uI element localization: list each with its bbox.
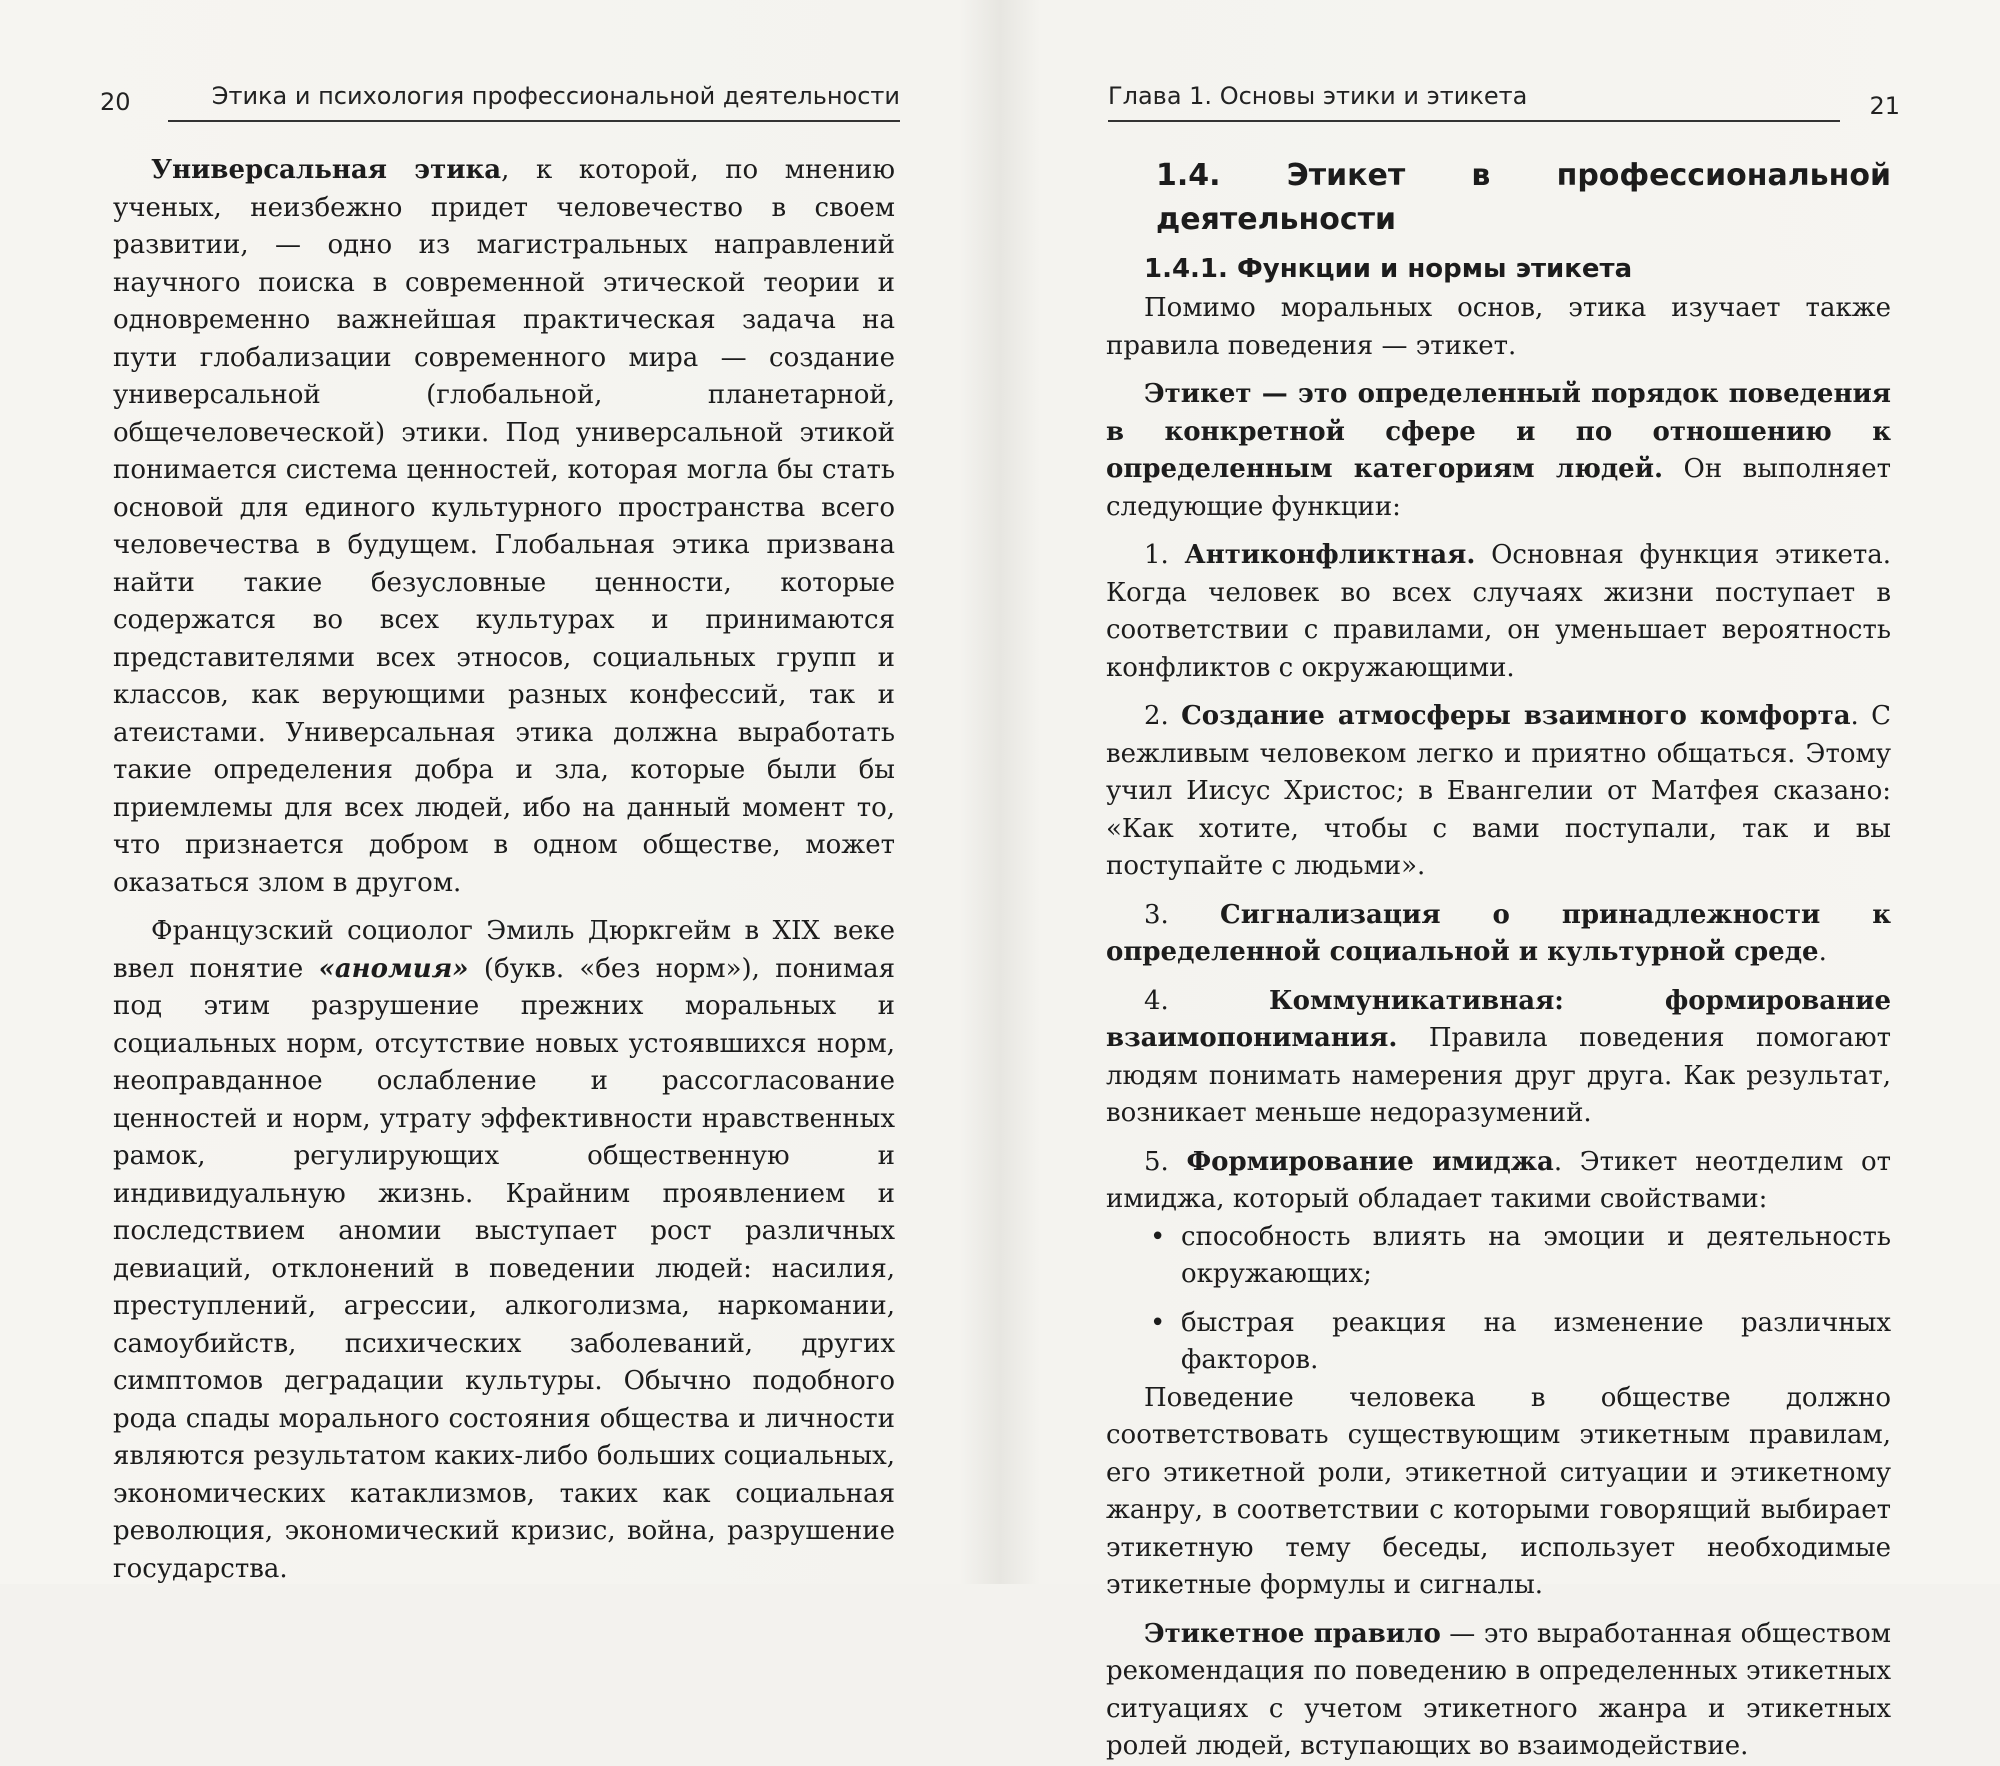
running-head: Глава 1. Основы этики и этикета: [1108, 82, 1528, 110]
right-page-body: [1106, 152, 1891, 1766]
left-page: [0, 0, 1000, 1584]
bullet-icon: •: [1150, 1221, 1166, 1252]
function-item-1: 1. Антиконфликтная. Основная функция этикета. Когда человек во всех случаях жизни поступает в соответствии с правилами, он уменьшает вероятность конфликтов с окружающими.: [1106, 540, 1891, 683]
header-rule: [1108, 120, 1840, 122]
bullet-icon: •: [1150, 1307, 1166, 1338]
paragraph-behavior: Поведение человека в обществе должно соответствовать существующим этикетным правилам, его этикетной роли, этикетной ситуации и этикетному жанру, в соответствии с которыми говорящий выбирает этикетную тему беседы, использует необходимые этикетные формулы и сигналы.: [1106, 1382, 1891, 1600]
right-page-header: [1108, 82, 1900, 122]
function-item-5: 5. Формирование имиджа. Этикет неотделим от имиджа, который обладает такими свойствами:: [1106, 1146, 1891, 1214]
paragraph-anomie: Французский социолог Эмиль Дюркгейм в XIX веке ввел понятие «аномия» (букв. «без норм»), понимая под этим разрушение прежних моральных и социальных норм, отсутствие новых устоявшихся норм, неоправданное ослабление и рассогласование ценностей и норм, утрату эффективности нравственных рамок, регулирующих общественную и индивидуальную жизнь. Крайним проявлением и последствием аномии выступает рост различных девиаций, отклонений в поведении людей: насилия, преступлений, агрессии, алкоголизма, наркомании, самоубийств, психических заболеваний, других симптомов деградации культуры. Обычно подобного рода спады морального состояния общества и личности являются результатом каких-либо больших социальных, экономических катаклизмов, таких как социальная революция, экономический кризис, война, разрушение государства.: [113, 916, 895, 1584]
list-item: • быстрая реакция на изменение различных факторов.: [1106, 1305, 1891, 1380]
function-item-4: 4. Коммуникативная: формирование взаимопонимания. Правила поведения помогают людям понимать намерения друг друга. Как результат, возникает меньше недоразумений.: [1106, 985, 1891, 1128]
bullet-list: [1106, 1219, 1891, 1380]
paragraph-etiquette-rule: Этикетное правило — это выработанная обществом рекомендация по поведению в определенных этикетных ситуациях с учетом этикетного жанра и этикетных ролей людей, вступающих во взаимодействие.: [1106, 1618, 1891, 1761]
left-page-body: [113, 152, 895, 1588]
header-rule: [168, 120, 900, 122]
paragraph-definition: Этикет — это определенный порядок поведения в конкретной сфере и по отношению к определенным категориям людей. Он выполняет следующие функции:: [1106, 379, 1891, 522]
function-item-2: 2. Создание атмосферы взаимного комфорта. С вежливым человеком легко и приятно общаться. Этому учил Иисус Христос; в Евангелии от Матфея сказано: «Как хотите, чтобы с вами поступали, так и вы поступайте с людьми».: [1106, 701, 1891, 881]
subsection-heading: 1.4.1. Функции и нормы этикета: [1144, 254, 1633, 284]
paragraph-universal-ethics: Универсальная этика, к которой, по мнению ученых, неизбежно придет человечество в своем развитии, — одно из магистральных направлений научного поиска в современной этической теории и одновременно важнейшая практическая задача на пути глобализации современного мира — создание универсальной (глобальной, планетарной, общечеловеческой) этики. Под универсальной этикой понимается система ценностей, которая могла бы стать основой для единого культурного пространства всего человечества в будущем. Глобальная этика призвана найти такие безусловные ценности, которые содержатся во всех культурах и принимаются представителями всех этносов, социальных групп и классов, как верующими разных конфессий, так и атеистами. Универсальная этика должна выработать такие определения добра и зла, которые были бы приемлемы для всех людей, ибо на данный момент то, что признается добром в одном обществе, может оказаться злом в другом.: [113, 155, 896, 898]
right-page: [1000, 0, 2000, 1761]
section-heading: 1.4. Этикет в профессиональной деятельности: [1156, 158, 1891, 237]
list-item: • способность влиять на эмоции и деятельность окружающих;: [1106, 1219, 1891, 1294]
term-universal-ethics: Универсальная этика: [151, 155, 502, 185]
page-number: 21: [1869, 92, 1900, 120]
page-number: 20: [100, 88, 131, 116]
term-anomie: «аномия»: [318, 953, 469, 984]
running-head: Этика и психология профессиональной деятельности: [211, 82, 900, 110]
function-item-3: 3. Сигнализация о принадлежности к определенной социальной и культурной среде.: [1106, 899, 1891, 967]
paragraph-intro: Помимо моральных основ, этика изучает также правила поведения — этикет.: [1106, 293, 1891, 361]
left-page-header: [100, 82, 900, 122]
